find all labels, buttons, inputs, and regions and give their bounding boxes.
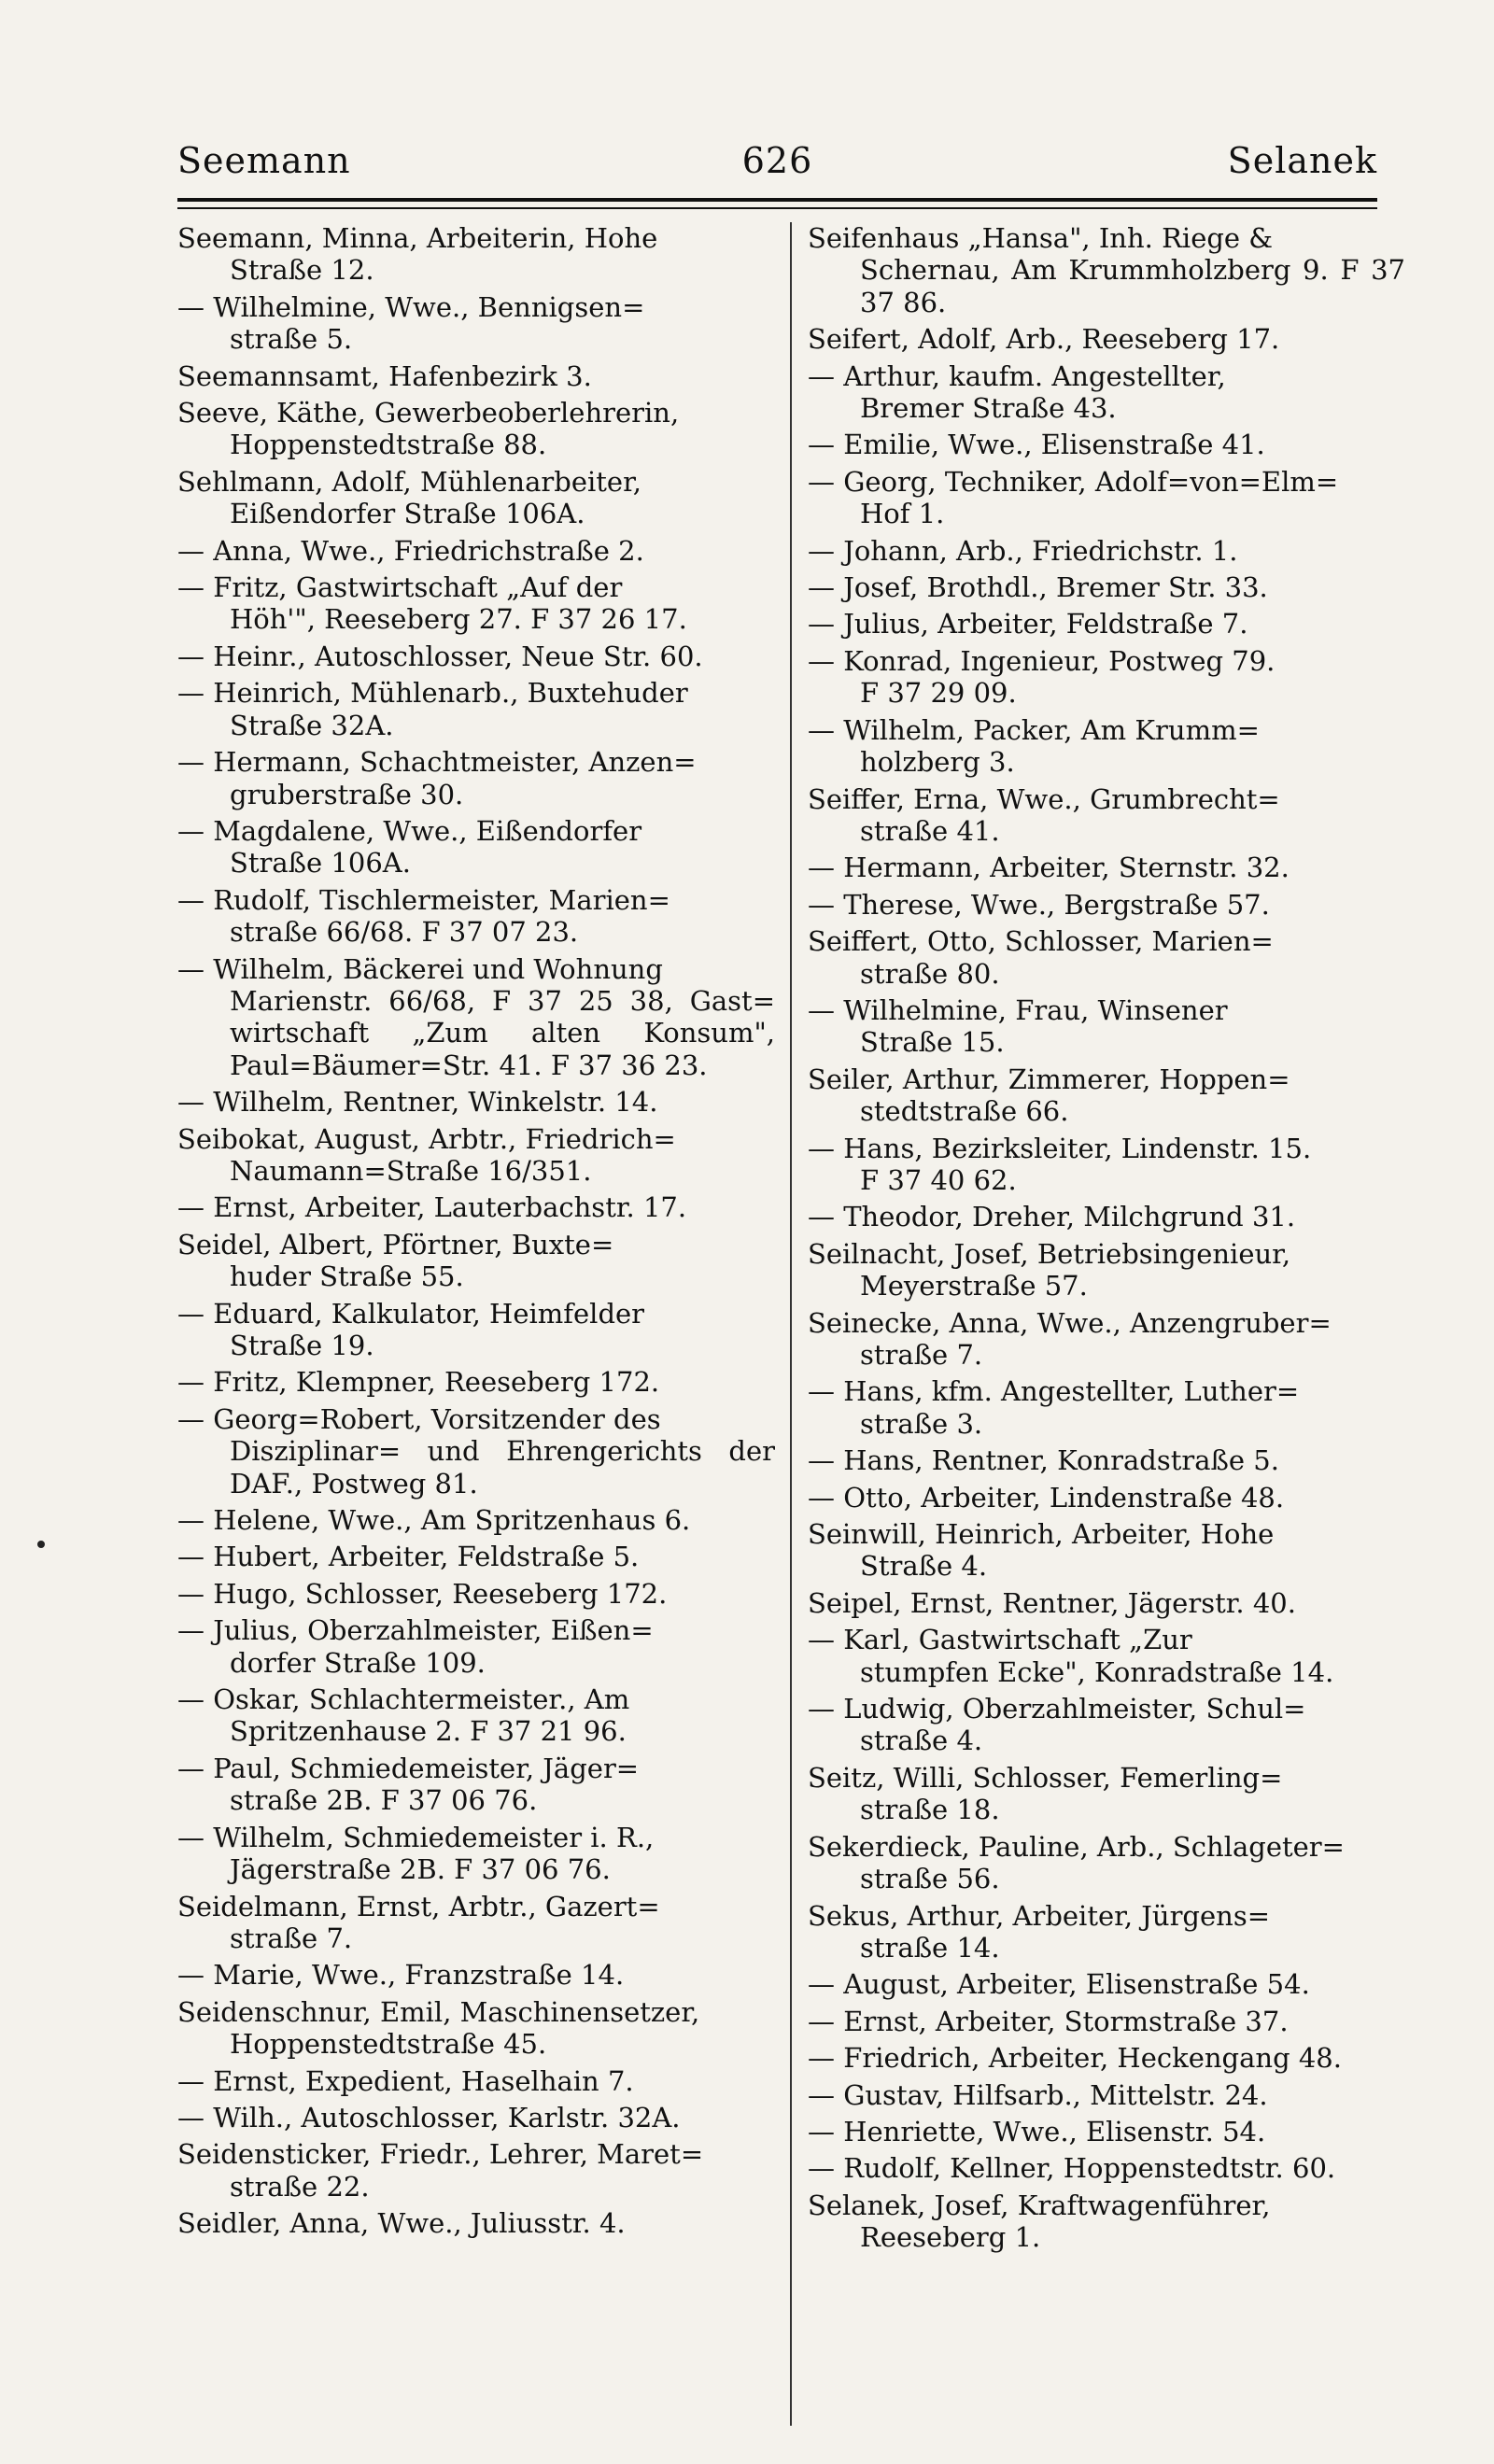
margin-dot [37, 1541, 45, 1548]
directory-entry [177, 1996, 775, 2061]
directory-entry [808, 2116, 1405, 2147]
directory-entry [177, 1086, 775, 1118]
entry-line: — Wilhelm, Schmiedemeister i. R., [177, 1821, 655, 1853]
directory-entry [177, 1504, 775, 1536]
entry-continuation: straße 80. [860, 957, 1000, 990]
directory-entry [808, 222, 1405, 318]
entry-line: Seidel, Albert, Pförtner, Buxte= [177, 1228, 614, 1260]
entry-continuation: straße 4. [860, 1725, 983, 1757]
entry-line: Seinecke, Anna, Wwe., Anzengruber= [808, 1306, 1332, 1339]
entry-line: Seiffer, Erna, Wwe., Grumbrecht= [808, 782, 1280, 815]
entry-continuation: Hof 1. [860, 498, 945, 530]
right-column [808, 222, 1405, 2259]
entry-continuation: Marienstr. 66/68, F 37 25 38, Gast= wirtschaft „Zum alten Konsum", Paul=Bäumer=Str. 41. F 37 36 23. [230, 984, 775, 1081]
entry-line: Seemannsamt, Hafenbezirk 3. [177, 359, 592, 392]
column-divider [790, 222, 792, 2426]
directory-entry [177, 1403, 775, 1500]
entry-line: — Arthur, kaufm. Angestellter, [808, 359, 1226, 392]
directory-entry [808, 2189, 1405, 2254]
directory-entry [177, 1298, 775, 1362]
entry-line: — Otto, Arbeiter, Lindenstraße 48. [808, 1481, 1285, 1514]
entry-line: — Anna, Wwe., Friedrichstraße 2. [177, 534, 644, 567]
entry-line: Seeve, Käthe, Gewerbeoberlehrerin, [177, 397, 680, 429]
directory-entry [177, 1366, 775, 1398]
entry-line: — Ernst, Arbeiter, Lauterbachstr. 17. [177, 1191, 687, 1224]
entry-line: — Hermann, Schachtmeister, Anzen= [177, 746, 697, 779]
entry-continuation: Meyerstraße 57. [860, 1270, 1088, 1302]
entry-continuation: Straße 106A. [230, 847, 411, 880]
directory-entry [808, 1624, 1405, 1688]
directory-entry [808, 1968, 1405, 2000]
directory-entry [177, 360, 775, 392]
entry-continuation: Eißendorfer Straße 106A. [230, 498, 585, 530]
entry-line: — Johann, Arb., Friedrichstr. 1. [808, 534, 1238, 567]
entry-line: — Hermann, Arbeiter, Sternstr. 32. [808, 852, 1290, 884]
entry-line: — Josef, Brothdl., Bremer Str. 33. [808, 571, 1268, 604]
directory-entry [808, 852, 1405, 883]
entry-line: — Konrad, Ingenieur, Postweg 79. [808, 644, 1276, 677]
entry-line: — Marie, Wwe., Franzstraße 14. [177, 1959, 625, 1992]
entry-continuation: stumpfen Ecke", Konradstraße 14. [860, 1655, 1334, 1688]
entry-line: — Karl, Gastwirtschaft „Zur [808, 1624, 1192, 1656]
entry-line: — Theodor, Dreher, Milchgrund 31. [808, 1201, 1296, 1233]
directory-entry [177, 535, 775, 567]
directory-entry [808, 1307, 1405, 1372]
entry-line: — Hans, Bezirksleiter, Lindenstr. 15. [808, 1132, 1312, 1164]
entry-continuation: Straße 15. [860, 1026, 1005, 1059]
entry-line: — Ludwig, Oberzahlmeister, Schul= [808, 1693, 1306, 1725]
entry-line: — Wilhelmine, Frau, Winsener [808, 993, 1228, 1026]
directory-entry [177, 2207, 775, 2239]
directory-entry [808, 1762, 1405, 1826]
entry-line: Seidler, Anna, Wwe., Juliusstr. 4. [177, 2207, 626, 2240]
entry-line: — Paul, Schmiedemeister, Jäger= [177, 1752, 640, 1784]
entry-continuation: Naumann=Straße 16/351. [230, 1154, 592, 1187]
directory-entry [808, 2006, 1405, 2037]
entry-continuation: F 37 40 62. [860, 1163, 1017, 1196]
entry-line: — Eduard, Kalkulator, Heimfelder [177, 1297, 645, 1330]
directory-entry [808, 1444, 1405, 1476]
entry-continuation: straße 22. [230, 2170, 370, 2203]
entry-line: Seilnacht, Josef, Betriebsingenieur, [808, 1237, 1291, 1270]
entry-line: — August, Arbeiter, Elisenstraße 54. [808, 1968, 1310, 2001]
directory-entry [808, 783, 1405, 848]
entry-continuation: Schernau, Am Krummholzberg 9. F 37 37 86. [860, 254, 1405, 318]
entry-line: — Hans, Rentner, Konradstraße 5. [808, 1444, 1279, 1477]
directory-entry [177, 571, 775, 636]
left-column [177, 222, 775, 2245]
directory-entry [808, 535, 1405, 567]
entry-continuation: Höh'", Reeseberg 27. F 37 26 17. [230, 603, 687, 636]
directory-entry [808, 1063, 1405, 1128]
entry-line: Seibokat, August, Arbtr., Friedrich= [177, 1122, 676, 1155]
entry-continuation: Straße 32A. [230, 709, 394, 741]
entry-line: Seipel, Ernst, Rentner, Jägerstr. 40. [808, 1586, 1296, 1619]
entry-line: — Wilh., Autoschlosser, Karlstr. 32A. [177, 2101, 681, 2133]
directory-entry [177, 677, 775, 741]
entry-line: — Helene, Wwe., Am Spritzenhaus 6. [177, 1504, 691, 1537]
entry-continuation: Straße 4. [860, 1550, 988, 1583]
entry-line: — Heinrich, Mühlenarb., Buxtehuder [177, 677, 688, 710]
entry-continuation: Disziplinar= und Ehrengerichts der DAF., Postweg 81. [230, 1435, 775, 1500]
directory-entry [808, 1238, 1405, 1302]
directory-entry [177, 1891, 775, 1955]
directory-entry [808, 360, 1405, 425]
directory-entry [808, 1482, 1405, 1514]
directory-entry [177, 1614, 775, 1679]
entry-line: — Oskar, Schlachtermeister., Am [177, 1683, 630, 1716]
header-rule-thin [177, 207, 1377, 209]
entry-line: — Wilhelm, Bäckerei und Wohnung [177, 952, 663, 985]
entry-line: Sehlmann, Adolf, Mühlenarbeiter, [177, 465, 641, 498]
header-rule-thick [177, 198, 1377, 202]
entry-line: — Heinr., Autoschlosser, Neue Str. 60. [177, 640, 703, 672]
directory-entry [808, 1693, 1405, 1757]
entry-continuation: straße 18. [860, 1794, 1000, 1826]
entry-continuation: straße 7. [860, 1339, 983, 1371]
directory-entry [808, 889, 1405, 921]
entry-continuation: straße 2B. F 37 06 76. [230, 1784, 538, 1817]
entry-line: Seidelmann, Ernst, Arbtr., Gazert= [177, 1890, 660, 1922]
directory-entry [177, 1753, 775, 1817]
entry-line: — Georg=Robert, Vorsitzender des [177, 1402, 661, 1435]
entry-continuation: Reeseberg 1. [860, 2221, 1041, 2254]
entry-line: — Gustav, Hilfsarb., Mittelstr. 24. [808, 2078, 1268, 2111]
entry-continuation: F 37 29 09. [860, 677, 1017, 710]
entry-line: — Wilhelm, Packer, Am Krumm= [808, 713, 1260, 746]
entry-line: — Wilhelmine, Wwe., Bennigsen= [177, 290, 645, 323]
directory-entry [808, 714, 1405, 779]
directory-entry [177, 1191, 775, 1223]
entry-continuation: Bremer Straße 43. [860, 392, 1117, 425]
entry-line: — Ernst, Expedient, Haselhain 7. [177, 2064, 634, 2097]
directory-entry [808, 429, 1405, 460]
entry-continuation: straße 66/68. F 37 07 23. [230, 916, 579, 949]
directory-entry [177, 953, 775, 1082]
entry-continuation: straße 41. [860, 814, 1000, 847]
entry-continuation: dorfer Straße 109. [230, 1646, 486, 1679]
entry-continuation: Hoppenstedtstraße 45. [230, 2028, 547, 2061]
entry-continuation: huder Straße 55. [230, 1260, 464, 1293]
entry-line: Seitz, Willi, Schlosser, Femerling= [808, 1761, 1283, 1794]
header-last-name: Selanek [1227, 140, 1377, 181]
directory-entry [808, 925, 1405, 990]
entry-line: — Georg, Techniker, Adolf=von=Elm= [808, 465, 1339, 498]
entry-continuation: Straße 19. [230, 1330, 374, 1361]
entry-line: Selanek, Josef, Kraftwagenführer, [808, 2189, 1271, 2221]
entry-line: Sekerdieck, Pauline, Arb., Schlageter= [808, 1830, 1345, 1863]
directory-entry [177, 815, 775, 880]
entry-continuation: Straße 12. [230, 254, 374, 287]
directory-entry [177, 2102, 775, 2133]
entry-line: — Henriette, Wwe., Elisenstr. 54. [808, 2115, 1266, 2147]
directory-entry [177, 1959, 775, 1991]
directory-entry [177, 884, 775, 949]
directory-entry [808, 1587, 1405, 1619]
entry-line: — Emilie, Wwe., Elisenstraße 41. [808, 429, 1265, 461]
entry-line: Seiffert, Otto, Schlosser, Marien= [808, 925, 1274, 958]
directory-entry [808, 323, 1405, 355]
directory-entry [808, 1518, 1405, 1583]
entry-line: Sekus, Arthur, Arbeiter, Jürgens= [808, 1899, 1271, 1932]
entry-continuation: holzberg 3. [860, 746, 1015, 779]
directory-entry [808, 1900, 1405, 1964]
entry-continuation: Hoppenstedtstraße 88. [230, 429, 547, 461]
directory-entry [808, 571, 1405, 603]
entry-line: Seinwill, Heinrich, Arbeiter, Hohe [808, 1518, 1275, 1551]
entry-continuation: straße 5. [230, 323, 353, 356]
directory-entry [177, 746, 775, 810]
entry-line: — Magdalene, Wwe., Eißendorfer [177, 814, 642, 847]
entry-line: — Hans, kfm. Angestellter, Luther= [808, 1375, 1300, 1408]
entry-line: — Julius, Arbeiter, Feldstraße 7. [808, 608, 1248, 641]
directory-entry [177, 1683, 775, 1748]
directory-entry [177, 222, 775, 287]
entry-line: — Fritz, Klempner, Reeseberg 172. [177, 1366, 660, 1399]
entry-continuation: straße 14. [860, 1931, 1000, 1964]
entry-line: — Friedrich, Arbeiter, Heckengang 48. [808, 2042, 1342, 2075]
entry-continuation: straße 7. [230, 1922, 353, 1954]
directory-entry [177, 1541, 775, 1572]
directory-entry [177, 641, 775, 672]
directory-entry [808, 2042, 1405, 2074]
entry-line: Seemann, Minna, Arbeiterin, Hohe [177, 222, 658, 254]
directory-entry [177, 291, 775, 356]
directory-entry [808, 645, 1405, 710]
directory-entry [808, 1831, 1405, 1895]
entry-line: — Fritz, Gastwirtschaft „Auf der [177, 571, 623, 604]
entry-continuation: stedtstraße 66. [860, 1095, 1069, 1128]
entry-line: Seidensticker, Friedr., Lehrer, Maret= [177, 2138, 704, 2171]
directory-entry [177, 1822, 775, 1886]
directory-entry [808, 994, 1405, 1059]
page-number: 626 [741, 140, 813, 181]
directory-entry [177, 397, 775, 461]
entry-continuation: straße 3. [860, 1407, 983, 1440]
running-header [177, 140, 1377, 196]
entry-line: — Hugo, Schlosser, Reeseberg 172. [177, 1577, 668, 1610]
entry-continuation: Spritzenhause 2. F 37 21 96. [230, 1715, 627, 1748]
entry-line: — Julius, Oberzahlmeister, Eißen= [177, 1614, 654, 1647]
entry-line: Seifert, Adolf, Arb., Reeseberg 17. [808, 323, 1280, 356]
entry-line: — Wilhelm, Rentner, Winkelstr. 14. [177, 1086, 658, 1119]
directory-entry [177, 2065, 775, 2097]
entry-line: — Rudolf, Tischlermeister, Marien= [177, 883, 670, 916]
entry-line: — Ernst, Arbeiter, Stormstraße 37. [808, 2005, 1289, 2037]
directory-entry [177, 1229, 775, 1293]
directory-entry [808, 608, 1405, 640]
entry-line: — Hubert, Arbeiter, Feldstraße 5. [177, 1541, 640, 1573]
directory-entry [177, 1123, 775, 1188]
directory-entry [808, 2152, 1405, 2184]
directory-entry [808, 2079, 1405, 2111]
entry-continuation: gruberstraße 30. [230, 778, 464, 810]
entry-line: — Therese, Wwe., Bergstraße 57. [808, 888, 1270, 921]
directory-entry [808, 1201, 1405, 1232]
directory-entry [808, 466, 1405, 530]
entry-continuation: straße 56. [860, 1863, 1000, 1895]
directory-entry [177, 466, 775, 530]
entry-continuation: Jägerstraße 2B. F 37 06 76. [230, 1853, 611, 1886]
entry-line: Seiler, Arthur, Zimmerer, Hoppen= [808, 1063, 1290, 1095]
directory-entry [177, 1578, 775, 1610]
directory-entry [808, 1375, 1405, 1440]
entry-line: Seidenschnur, Emil, Maschinensetzer, [177, 1995, 700, 2028]
entry-line: Seifenhaus „Hansa", Inh. Riege & [808, 222, 1274, 254]
directory-entry [808, 1133, 1405, 1197]
header-first-name: Seemann [177, 140, 351, 181]
entry-line: — Rudolf, Kellner, Hoppenstedtstr. 60. [808, 2152, 1336, 2185]
directory-entry [177, 2138, 775, 2203]
